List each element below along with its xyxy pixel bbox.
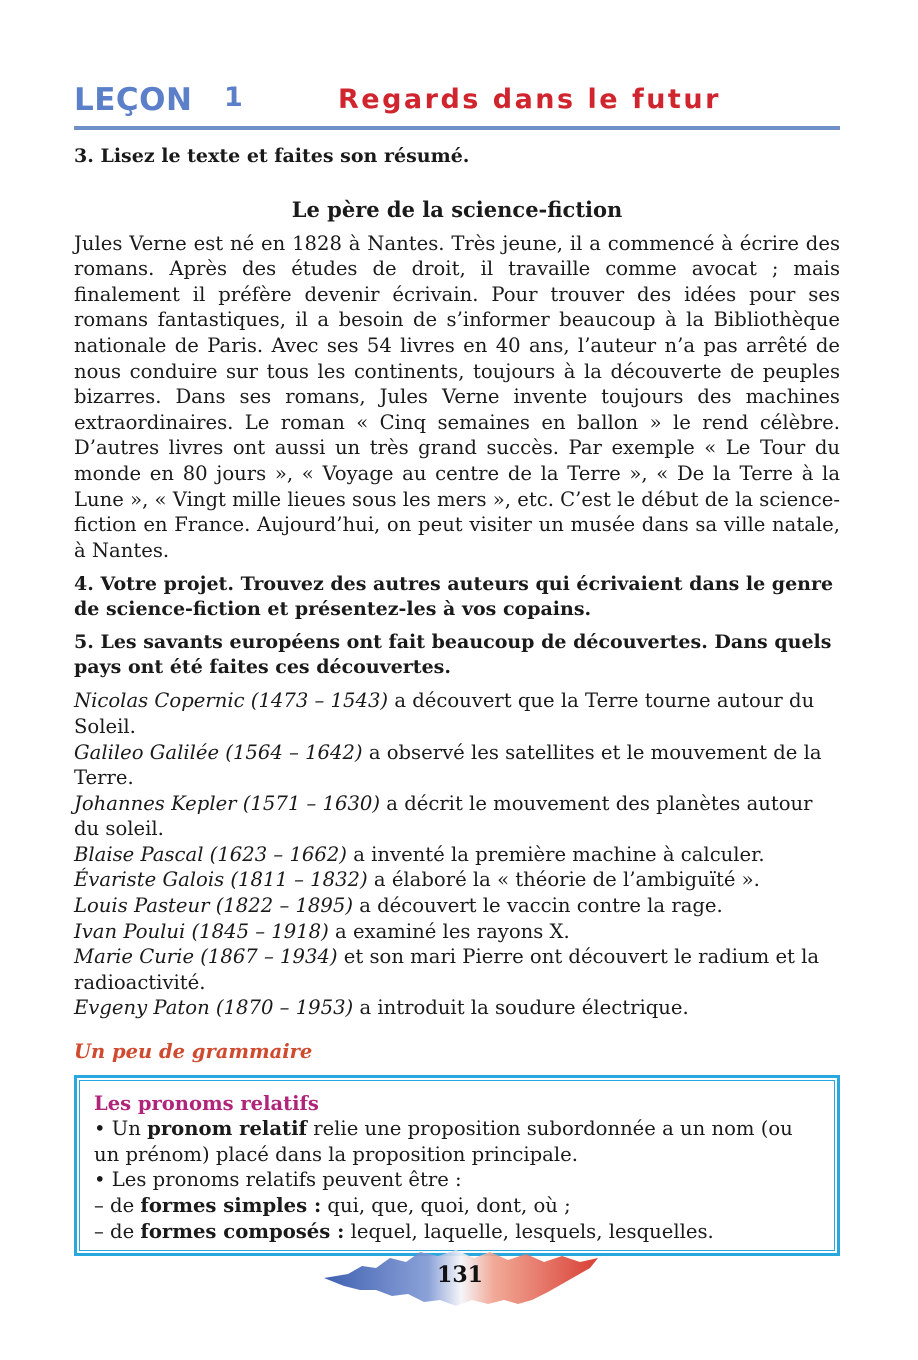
lesson-number: 1 xyxy=(224,82,243,113)
task-4-text: Votre projet. Trouvez des autres auteurs qui écrivaient dans le genre de science-fiction et présentez-les à vos copains. xyxy=(74,573,834,621)
task-4-number: 4. xyxy=(74,573,94,596)
scientist-name: Nicolas Copernic (1473 – 1543) xyxy=(74,689,389,713)
reading-title: Le père de la science-fiction xyxy=(291,197,623,222)
rule-term: formes composés : xyxy=(140,1219,345,1243)
discovery-text: a découvert le vaccin contre la rage. xyxy=(359,894,723,918)
discovery-item xyxy=(74,791,840,842)
grammar-box-inner xyxy=(79,1080,835,1252)
task-5 xyxy=(74,630,840,680)
rule-text: – de xyxy=(94,1219,141,1243)
scientist-name: Évariste Galois (1811 – 1832) xyxy=(74,868,368,892)
discovery-item xyxy=(74,919,840,945)
discovery-item xyxy=(74,893,840,919)
discovery-text: a élaboré la « théorie de l’ambiguïté ». xyxy=(373,868,760,892)
grammar-box xyxy=(74,1075,840,1257)
grammar-rule-1 xyxy=(94,1116,820,1167)
rule-text: relie une proposition subordonnée a un nom (ou un prénom) placé dans la proposition principale. xyxy=(94,1117,793,1166)
discovery-item xyxy=(74,867,840,893)
discovery-text: a décrit le mouvement des planètes autour du soleil. xyxy=(74,791,813,841)
discovery-item xyxy=(74,944,840,995)
discovery-text: a découvert que la Terre tourne autour du Soleil. xyxy=(74,689,815,738)
scientist-name: Johannes Kepler (1571 – 1630) xyxy=(74,791,381,815)
discovery-item xyxy=(74,688,840,739)
grammar-box-title: Les pronoms relatifs xyxy=(94,1091,319,1115)
discovery-text: a introduit la soudure électrique. xyxy=(359,996,689,1020)
discovery-text: a examiné les rayons X. xyxy=(335,919,570,943)
discovery-item xyxy=(74,740,840,791)
grammar-heading: Un peu de grammaire xyxy=(74,1040,313,1064)
scientist-name: Galileo Galilée (1564 – 1642) xyxy=(74,740,363,764)
page-content xyxy=(74,144,840,1256)
rule-text: • Un xyxy=(94,1117,148,1141)
task-3-number: 3. xyxy=(74,145,94,167)
grammar-rule-3 xyxy=(94,1193,820,1219)
rule-text: qui, que, quoi, dont, où ; xyxy=(321,1194,571,1217)
discovery-text: a observé les satellites et le mouvement de la Terre. xyxy=(74,740,822,790)
discoveries-list xyxy=(74,688,840,1021)
discovery-item xyxy=(74,995,840,1021)
rule-term: pronom relatif xyxy=(147,1117,307,1141)
rule-term: formes simples : xyxy=(140,1194,322,1217)
discovery-text: et son mari Pierre ont découvert le radium et la radioactivité. xyxy=(74,945,820,994)
rule-text: – de xyxy=(94,1194,141,1217)
task-3 xyxy=(74,144,840,169)
page-footer xyxy=(318,1238,602,1314)
scientist-name: Louis Pasteur (1822 – 1895) xyxy=(74,894,353,918)
lesson-title: Regards dans le futur xyxy=(338,84,721,115)
scientist-name: Evgeny Paton (1870 – 1953) xyxy=(74,996,354,1020)
page-number: 131 xyxy=(437,1262,483,1288)
discovery-item xyxy=(74,842,840,868)
task-4 xyxy=(74,572,840,622)
rule-text: lequel, laquelle, lesquels, lesquelles. xyxy=(344,1219,714,1243)
task-3-text: Lisez le texte et faites son résumé. xyxy=(100,145,470,167)
discovery-text: a inventé la première machine à calculer. xyxy=(353,842,765,866)
scientist-name: Blaise Pascal (1623 – 1662) xyxy=(74,842,347,866)
lesson-label: LEÇON xyxy=(74,82,193,118)
scientist-name: Ivan Poului (1845 – 1918) xyxy=(74,919,329,943)
lesson-header xyxy=(74,80,840,130)
task-5-text: Les savants européens ont fait beaucoup de découvertes. Dans quels pays ont été faites ces découvertes. xyxy=(74,631,832,679)
scientist-name: Marie Curie (1867 – 1934) xyxy=(74,945,338,969)
reading-paragraph: Jules Verne est né en 1828 à Nantes. Très jeune, il a commencé à écrire des romans. Après des études de droit, il travaille comme avocat ; mais finalement il préfère devenir écrivain. Pour trouver des idées pour ses romans fantastiques, il a besoin de s’informer beaucoup à la Bibliothèque nationale de Paris. Avec ses 54 livres en 40 ans, l’auteur n’a pas arrêté de nous conduire sur tous les continents, toujours à la découverte de peuples bizarres. Dans ses romans, Jules Verne invente toujours des machines extraordinaires. Le roman « Cinq semaines en ballon » le rend célèbre. D’autres livres ont aussi un très grand succès. Par exemple « Le Tour du monde en 80 jours », « Voyage au centre de la Terre », « De la Terre à la Lune », « Vingt mille lieues sous les mers », etc. C’est le début de la science-fiction en France. Aujourd’hui, on peut visiter un musée dans sa ville natale, à Nantes. xyxy=(74,231,840,562)
task-5-number: 5. xyxy=(74,631,94,654)
grammar-rule-2: • Les pronoms relatifs peuvent être : xyxy=(94,1168,462,1192)
